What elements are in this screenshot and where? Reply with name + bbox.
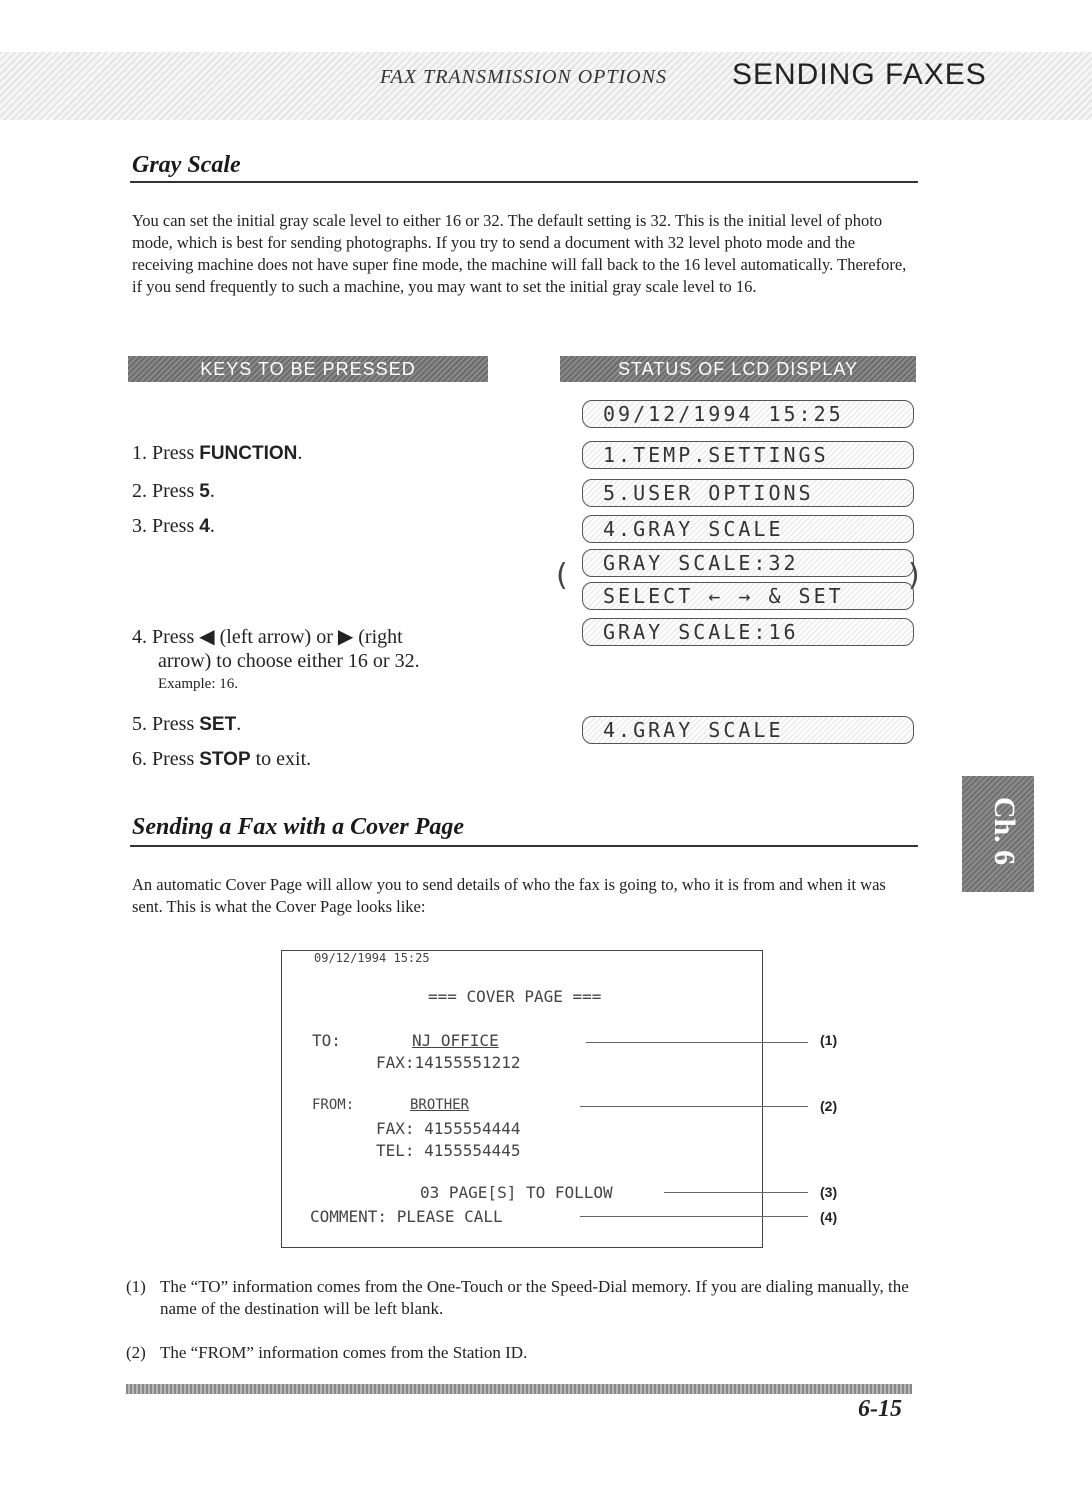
step-2: 2. Press 5.	[132, 480, 215, 502]
cover-from-tel: TEL: 4155554445	[376, 1141, 521, 1160]
step-1: 1. Press FUNCTION.	[132, 442, 303, 464]
step-4-continued: arrow) to choose either 16 or 32.	[158, 650, 420, 672]
step-5: 5. Press SET.	[132, 713, 242, 735]
cover-to-fax: FAX:14155551212	[376, 1053, 521, 1072]
step-4: 4. Press ◀ (left arrow) or ▶ (right	[132, 626, 403, 648]
cover-from-label: FROM:	[312, 1097, 355, 1113]
key-function: FUNCTION	[199, 443, 298, 464]
page-number: 6-15	[858, 1396, 902, 1422]
callout-line-1	[586, 1042, 808, 1043]
lcd-datetime: 09/12/1994 15:25	[582, 400, 914, 428]
gray-scale-paragraph: You can set the initial gray scale level to either 16 or 32. The default setting is 32. This is the initial level of photo mode, which is best for sending photographs. If you try to send a document with 32 level photo mode and the receiving machine does not have super fine mode, the machine will fall back to the 16 level automatically. Therefore, if you send frequently to such a machine, you may want to set the initial gray scale level to 16.	[132, 211, 907, 296]
lcd-gray-scale-final: 4.GRAY SCALE	[582, 716, 914, 744]
chapter-tab	[962, 776, 1034, 892]
header-subtitle: FAX TRANSMISSION OPTIONS	[380, 66, 667, 88]
lcd-gray-scale-32: GRAY SCALE:32	[582, 549, 914, 577]
step-3: 3. Press 4.	[132, 515, 215, 537]
footer-band	[126, 1384, 912, 1394]
cover-to-label: TO:	[312, 1031, 341, 1050]
cover-page-paragraph: An automatic Cover Page will allow you to send details of who the fax is going to, who it is from and when it was sent. This is what the Cover Page looks like:	[132, 875, 886, 916]
cover-pages: 03 PAGE[S] TO FOLLOW	[420, 1183, 613, 1202]
chapter-tab-label: Ch. 6	[988, 796, 1022, 866]
callout-line-3	[664, 1192, 808, 1193]
key-set: SET	[199, 714, 237, 735]
lcd-gray-scale-16: GRAY SCALE:16	[582, 618, 914, 646]
note-2-text: The “FROM” information comes from the Station ID.	[160, 1343, 528, 1362]
callout-4: (4)	[820, 1209, 838, 1225]
cover-heading: === COVER PAGE ===	[428, 987, 602, 1006]
key-5: 5	[199, 481, 210, 502]
keys-to-be-pressed-label: KEYS TO BE PRESSED	[128, 356, 488, 382]
cover-page-rule	[130, 845, 918, 847]
cover-datetime: 09/12/1994 15:25	[314, 951, 430, 965]
step-4-example: Example: 16.	[158, 676, 238, 692]
cover-from-value: BROTHER	[410, 1097, 470, 1113]
lcd-user-options: 5.USER OPTIONS	[582, 479, 914, 507]
right-bracket-icon: )	[908, 558, 920, 593]
left-bracket-icon: (	[556, 558, 568, 593]
header-title: SENDING FAXES	[732, 58, 987, 91]
note-1-number: (1)	[126, 1277, 146, 1296]
cover-page-sample	[281, 950, 763, 1248]
lcd-gray-scale-menu: 4.GRAY SCALE	[582, 515, 914, 543]
note-1-text: The “TO” information comes from the One-Touch or the Speed-Dial memory. If you are dialing manually, the name of the destination will be left blank.	[160, 1277, 909, 1318]
cover-page-title: Sending a Fax with a Cover Page	[132, 814, 465, 840]
cover-comment: COMMENT: PLEASE CALL	[310, 1207, 503, 1226]
callout-line-2	[580, 1106, 808, 1107]
key-stop: STOP	[199, 749, 251, 770]
key-4: 4	[199, 516, 210, 537]
cover-to-value: NJ OFFICE	[412, 1031, 499, 1050]
lcd-temp-settings: 1.TEMP.SETTINGS	[582, 441, 914, 469]
cover-from-fax: FAX: 4155554444	[376, 1119, 521, 1138]
gray-scale-title: Gray Scale	[132, 152, 241, 178]
note-2-number: (2)	[126, 1343, 146, 1362]
step-6: 6. Press STOP to exit.	[132, 748, 312, 770]
lcd-select-set: SELECT ← → & SET	[582, 582, 914, 610]
callout-line-4	[580, 1216, 808, 1217]
callout-2: (2)	[820, 1098, 838, 1114]
callout-3: (3)	[820, 1184, 838, 1200]
callout-1: (1)	[820, 1032, 838, 1048]
lcd-status-label: STATUS OF LCD DISPLAY	[560, 356, 916, 382]
gray-scale-rule	[130, 181, 918, 183]
